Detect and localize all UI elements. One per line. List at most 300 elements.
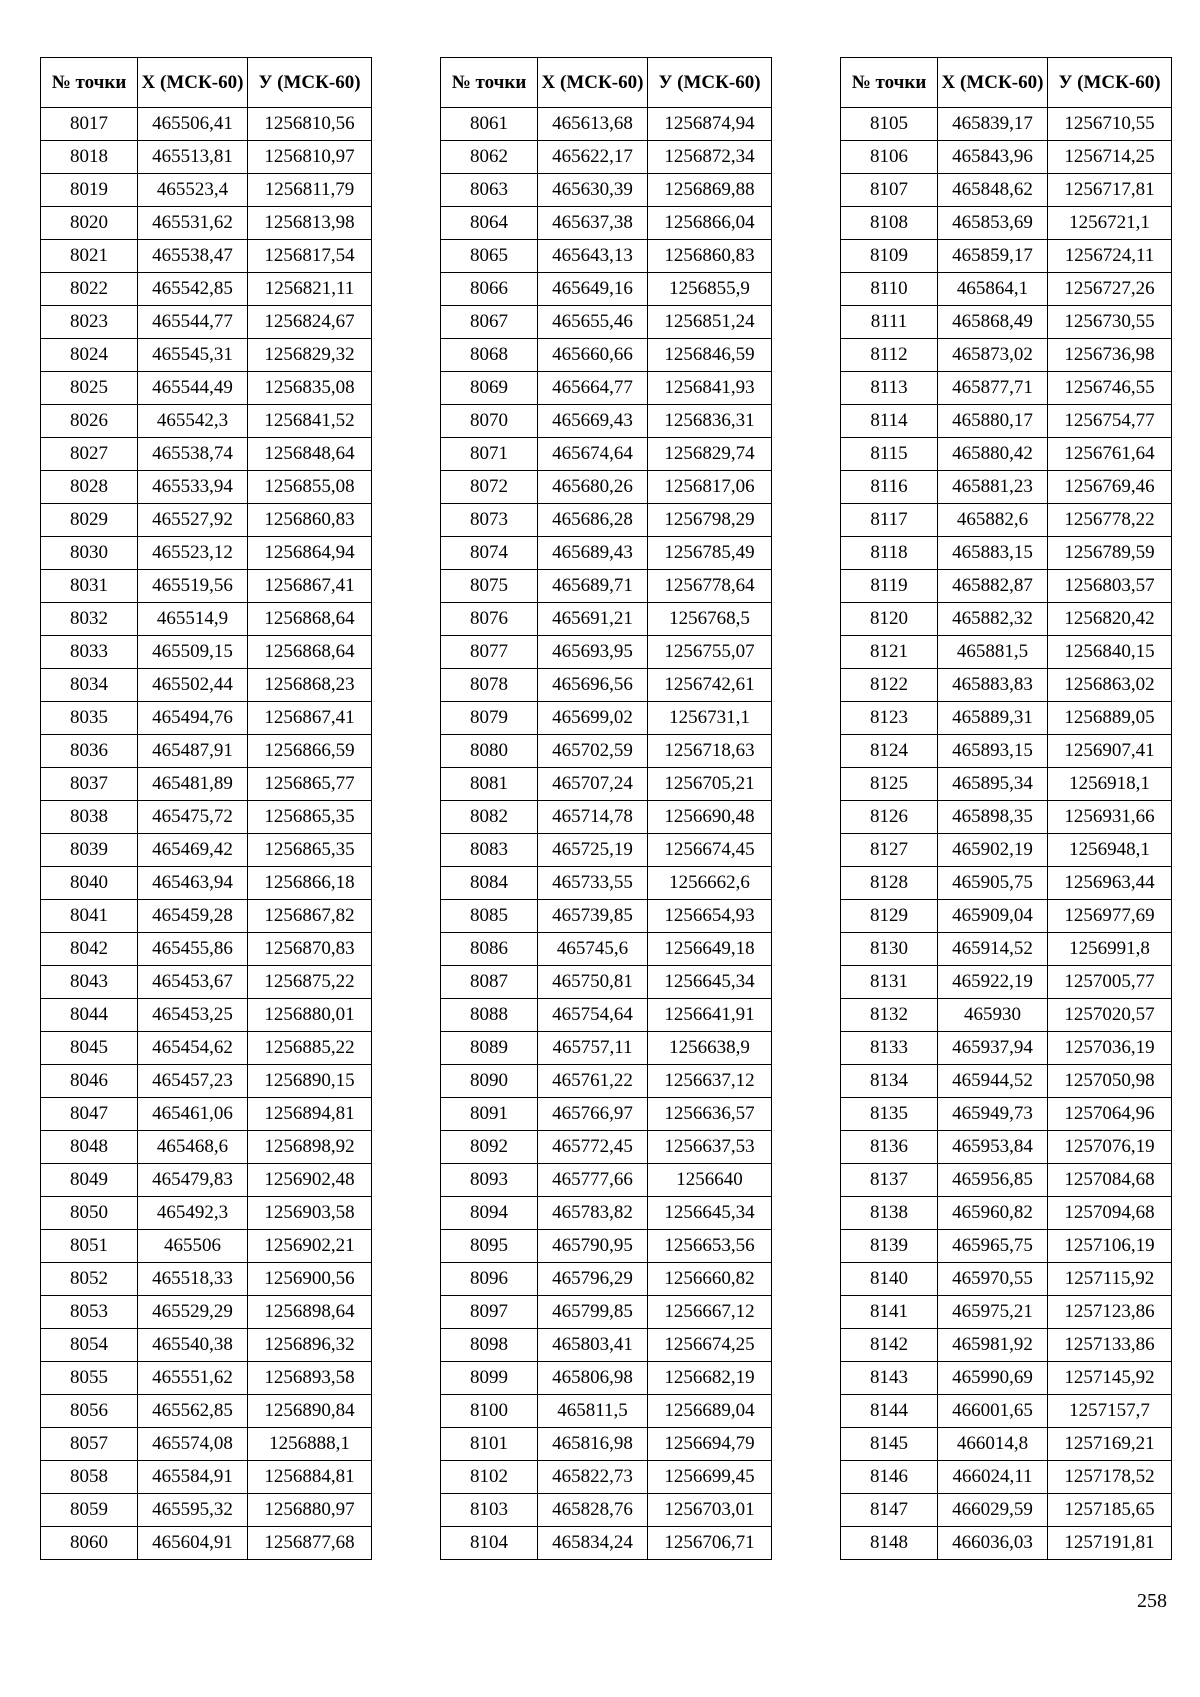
x-coordinate-cell: 465604,91 bbox=[138, 1527, 248, 1560]
point-number-cell: 8021 bbox=[41, 240, 138, 273]
y-coordinate-cell: 1256931,66 bbox=[1048, 801, 1172, 834]
y-coordinate-cell: 1256841,52 bbox=[248, 405, 372, 438]
point-number-cell: 8049 bbox=[41, 1164, 138, 1197]
point-number-cell: 8039 bbox=[41, 834, 138, 867]
x-coordinate-cell: 465834,24 bbox=[538, 1527, 648, 1560]
y-coordinate-cell: 1256813,98 bbox=[248, 207, 372, 240]
x-coordinate-cell: 465981,92 bbox=[938, 1329, 1048, 1362]
point-number-cell: 8102 bbox=[441, 1461, 538, 1494]
x-coordinate-cell: 465542,85 bbox=[138, 273, 248, 306]
y-coordinate-cell: 1256768,5 bbox=[648, 603, 772, 636]
table-row bbox=[41, 372, 372, 405]
x-coordinate-cell: 465953,84 bbox=[938, 1131, 1048, 1164]
x-coordinate-cell: 465693,95 bbox=[538, 636, 648, 669]
table-row bbox=[441, 1527, 772, 1560]
x-coordinate-cell: 466014,8 bbox=[938, 1428, 1048, 1461]
table-row bbox=[41, 1032, 372, 1065]
table-row bbox=[441, 1230, 772, 1263]
y-coordinate-cell: 1256863,02 bbox=[1048, 669, 1172, 702]
point-number-cell: 8106 bbox=[841, 141, 938, 174]
point-number-cell: 8045 bbox=[41, 1032, 138, 1065]
y-coordinate-cell: 1256710,55 bbox=[1048, 108, 1172, 141]
point-number-cell: 8043 bbox=[41, 966, 138, 999]
x-coordinate-cell: 465542,3 bbox=[138, 405, 248, 438]
table-row bbox=[41, 636, 372, 669]
table-row bbox=[441, 702, 772, 735]
table-row bbox=[441, 834, 772, 867]
x-coordinate-cell: 465455,86 bbox=[138, 933, 248, 966]
y-coordinate-cell: 1256638,9 bbox=[648, 1032, 772, 1065]
x-coordinate-cell: 465523,4 bbox=[138, 174, 248, 207]
y-coordinate-cell: 1256841,93 bbox=[648, 372, 772, 405]
table-row bbox=[41, 1362, 372, 1395]
y-coordinate-cell: 1256811,79 bbox=[248, 174, 372, 207]
table-row bbox=[441, 240, 772, 273]
table-row bbox=[41, 1395, 372, 1428]
x-coordinate-cell: 465686,28 bbox=[538, 504, 648, 537]
y-coordinate-cell: 1256742,61 bbox=[648, 669, 772, 702]
table-row bbox=[841, 1065, 1172, 1098]
x-coordinate-cell: 465725,19 bbox=[538, 834, 648, 867]
table-row bbox=[41, 1197, 372, 1230]
x-coordinate-cell: 465881,23 bbox=[938, 471, 1048, 504]
x-coordinate-cell: 465527,92 bbox=[138, 504, 248, 537]
table-row bbox=[841, 867, 1172, 900]
point-number-cell: 8128 bbox=[841, 867, 938, 900]
x-coordinate-cell: 465689,43 bbox=[538, 537, 648, 570]
x-coordinate-cell: 465811,5 bbox=[538, 1395, 648, 1428]
point-number-cell: 8072 bbox=[441, 471, 538, 504]
table-row bbox=[841, 735, 1172, 768]
table-row bbox=[41, 1098, 372, 1131]
table-row bbox=[841, 702, 1172, 735]
point-number-cell: 8032 bbox=[41, 603, 138, 636]
x-coordinate-cell: 465649,16 bbox=[538, 273, 648, 306]
x-coordinate-cell: 465893,15 bbox=[938, 735, 1048, 768]
point-number-cell: 8113 bbox=[841, 372, 938, 405]
y-coordinate-cell: 1256890,84 bbox=[248, 1395, 372, 1428]
table-row bbox=[41, 504, 372, 537]
table-row bbox=[841, 240, 1172, 273]
point-number-cell: 8109 bbox=[841, 240, 938, 273]
y-coordinate-cell: 1257084,68 bbox=[1048, 1164, 1172, 1197]
y-coordinate-cell: 1256866,59 bbox=[248, 735, 372, 768]
x-coordinate-cell: 465750,81 bbox=[538, 966, 648, 999]
x-coordinate-cell: 465902,19 bbox=[938, 834, 1048, 867]
y-coordinate-cell: 1256637,53 bbox=[648, 1131, 772, 1164]
table-row bbox=[841, 1197, 1172, 1230]
point-number-cell: 8110 bbox=[841, 273, 938, 306]
y-coordinate-cell: 1256903,58 bbox=[248, 1197, 372, 1230]
y-coordinate-cell: 1256855,08 bbox=[248, 471, 372, 504]
x-coordinate-header: Х (МСК-60) bbox=[938, 58, 1048, 108]
y-coordinate-cell: 1256660,82 bbox=[648, 1263, 772, 1296]
y-coordinate-cell: 1256769,46 bbox=[1048, 471, 1172, 504]
x-coordinate-cell: 465796,29 bbox=[538, 1263, 648, 1296]
point-number-cell: 8061 bbox=[441, 108, 538, 141]
table-row bbox=[841, 1131, 1172, 1164]
point-number-cell: 8125 bbox=[841, 768, 938, 801]
point-number-cell: 8030 bbox=[41, 537, 138, 570]
point-number-cell: 8076 bbox=[441, 603, 538, 636]
point-number-cell: 8036 bbox=[41, 735, 138, 768]
y-coordinate-cell: 1256785,49 bbox=[648, 537, 772, 570]
x-coordinate-cell: 465889,31 bbox=[938, 702, 1048, 735]
y-coordinate-cell: 1256662,6 bbox=[648, 867, 772, 900]
table-row bbox=[841, 174, 1172, 207]
y-coordinate-cell: 1256641,91 bbox=[648, 999, 772, 1032]
table-row bbox=[41, 240, 372, 273]
point-number-cell: 8047 bbox=[41, 1098, 138, 1131]
point-number-cell: 8059 bbox=[41, 1494, 138, 1527]
table-row bbox=[41, 273, 372, 306]
y-coordinate-cell: 1257050,98 bbox=[1048, 1065, 1172, 1098]
x-coordinate-cell: 465696,56 bbox=[538, 669, 648, 702]
table-row bbox=[41, 537, 372, 570]
y-coordinate-cell: 1256868,64 bbox=[248, 636, 372, 669]
y-coordinate-cell: 1256948,1 bbox=[1048, 834, 1172, 867]
x-coordinate-cell: 465783,82 bbox=[538, 1197, 648, 1230]
y-coordinate-cell: 1256654,93 bbox=[648, 900, 772, 933]
table-row bbox=[841, 603, 1172, 636]
table-row bbox=[841, 1461, 1172, 1494]
y-coordinate-cell: 1256829,32 bbox=[248, 339, 372, 372]
x-coordinate-cell: 465529,29 bbox=[138, 1296, 248, 1329]
x-coordinate-cell: 465630,39 bbox=[538, 174, 648, 207]
point-number-cell: 8056 bbox=[41, 1395, 138, 1428]
y-coordinate-header: У (МСК-60) bbox=[248, 58, 372, 108]
table-row bbox=[41, 471, 372, 504]
x-coordinate-cell: 465475,72 bbox=[138, 801, 248, 834]
x-coordinate-cell: 465949,73 bbox=[938, 1098, 1048, 1131]
point-number-cell: 8095 bbox=[441, 1230, 538, 1263]
table-row bbox=[441, 174, 772, 207]
y-coordinate-cell: 1256840,15 bbox=[1048, 636, 1172, 669]
table-row bbox=[41, 900, 372, 933]
table-row bbox=[41, 1131, 372, 1164]
point-number-cell: 8089 bbox=[441, 1032, 538, 1065]
point-number-cell: 8025 bbox=[41, 372, 138, 405]
table-row bbox=[441, 1263, 772, 1296]
point-number-cell: 8079 bbox=[441, 702, 538, 735]
y-coordinate-cell: 1256868,23 bbox=[248, 669, 372, 702]
x-coordinate-cell: 465643,13 bbox=[538, 240, 648, 273]
point-number-cell: 8042 bbox=[41, 933, 138, 966]
x-coordinate-cell: 465453,67 bbox=[138, 966, 248, 999]
x-coordinate-cell: 465799,85 bbox=[538, 1296, 648, 1329]
point-number-cell: 8108 bbox=[841, 207, 938, 240]
x-coordinate-cell: 465905,75 bbox=[938, 867, 1048, 900]
x-coordinate-cell: 465494,76 bbox=[138, 702, 248, 735]
x-coordinate-cell: 465519,56 bbox=[138, 570, 248, 603]
point-number-cell: 8085 bbox=[441, 900, 538, 933]
y-coordinate-cell: 1256860,83 bbox=[648, 240, 772, 273]
point-number-cell: 8054 bbox=[41, 1329, 138, 1362]
table-row bbox=[41, 1263, 372, 1296]
y-coordinate-cell: 1256667,12 bbox=[648, 1296, 772, 1329]
point-number-cell: 8104 bbox=[441, 1527, 538, 1560]
x-coordinate-cell: 465660,66 bbox=[538, 339, 648, 372]
x-coordinate-cell: 465790,95 bbox=[538, 1230, 648, 1263]
point-number-cell: 8069 bbox=[441, 372, 538, 405]
point-number-cell: 8118 bbox=[841, 537, 938, 570]
point-number-cell: 8105 bbox=[841, 108, 938, 141]
table-row bbox=[841, 372, 1172, 405]
point-number-cell: 8088 bbox=[441, 999, 538, 1032]
point-number-cell: 8093 bbox=[441, 1164, 538, 1197]
point-number-cell: 8144 bbox=[841, 1395, 938, 1428]
y-coordinate-cell: 1256810,97 bbox=[248, 141, 372, 174]
x-coordinate-cell: 465757,11 bbox=[538, 1032, 648, 1065]
y-coordinate-cell: 1256907,41 bbox=[1048, 735, 1172, 768]
point-number-cell: 8062 bbox=[441, 141, 538, 174]
table-row bbox=[41, 108, 372, 141]
table-row bbox=[841, 966, 1172, 999]
y-coordinate-cell: 1256755,07 bbox=[648, 636, 772, 669]
x-coordinate-cell: 465960,82 bbox=[938, 1197, 1048, 1230]
x-coordinate-cell: 465699,02 bbox=[538, 702, 648, 735]
y-coordinate-cell: 1256848,64 bbox=[248, 438, 372, 471]
y-coordinate-cell: 1256640 bbox=[648, 1164, 772, 1197]
point-number-cell: 8066 bbox=[441, 273, 538, 306]
table-row bbox=[441, 1032, 772, 1065]
table-row bbox=[841, 801, 1172, 834]
point-number-cell: 8034 bbox=[41, 669, 138, 702]
table-row bbox=[841, 1230, 1172, 1263]
x-coordinate-cell: 465822,73 bbox=[538, 1461, 648, 1494]
y-coordinate-cell: 1256869,88 bbox=[648, 174, 772, 207]
y-coordinate-cell: 1256885,22 bbox=[248, 1032, 372, 1065]
point-number-cell: 8137 bbox=[841, 1164, 938, 1197]
y-coordinate-cell: 1256868,64 bbox=[248, 603, 372, 636]
x-coordinate-cell: 465538,74 bbox=[138, 438, 248, 471]
x-coordinate-cell: 465944,52 bbox=[938, 1065, 1048, 1098]
point-number-cell: 8020 bbox=[41, 207, 138, 240]
point-number-cell: 8114 bbox=[841, 405, 938, 438]
x-coordinate-cell: 465873,02 bbox=[938, 339, 1048, 372]
table-row bbox=[441, 537, 772, 570]
y-coordinate-cell: 1256866,04 bbox=[648, 207, 772, 240]
x-coordinate-cell: 465689,71 bbox=[538, 570, 648, 603]
point-number-cell: 8082 bbox=[441, 801, 538, 834]
point-number-cell: 8141 bbox=[841, 1296, 938, 1329]
table-row bbox=[441, 1065, 772, 1098]
y-coordinate-cell: 1256730,55 bbox=[1048, 306, 1172, 339]
point-number-cell: 8131 bbox=[841, 966, 938, 999]
point-number-cell: 8148 bbox=[841, 1527, 938, 1560]
point-number-cell: 8100 bbox=[441, 1395, 538, 1428]
y-coordinate-cell: 1257094,68 bbox=[1048, 1197, 1172, 1230]
x-coordinate-header: Х (МСК-60) bbox=[538, 58, 648, 108]
y-coordinate-cell: 1256836,31 bbox=[648, 405, 772, 438]
y-coordinate-cell: 1256645,34 bbox=[648, 966, 772, 999]
table-row bbox=[41, 768, 372, 801]
x-coordinate-cell: 465766,97 bbox=[538, 1098, 648, 1131]
table-row bbox=[841, 1032, 1172, 1065]
y-coordinate-cell: 1256653,56 bbox=[648, 1230, 772, 1263]
point-number-cell: 8116 bbox=[841, 471, 938, 504]
x-coordinate-cell: 465637,38 bbox=[538, 207, 648, 240]
x-coordinate-cell: 465868,49 bbox=[938, 306, 1048, 339]
y-coordinate-cell: 1256900,56 bbox=[248, 1263, 372, 1296]
x-coordinate-cell: 465970,55 bbox=[938, 1263, 1048, 1296]
point-number-cell: 8094 bbox=[441, 1197, 538, 1230]
point-number-cell: 8040 bbox=[41, 867, 138, 900]
y-coordinate-cell: 1256870,83 bbox=[248, 933, 372, 966]
table-row bbox=[41, 966, 372, 999]
table-row bbox=[41, 801, 372, 834]
x-coordinate-cell: 465514,9 bbox=[138, 603, 248, 636]
point-number-cell: 8078 bbox=[441, 669, 538, 702]
y-coordinate-cell: 1257076,19 bbox=[1048, 1131, 1172, 1164]
y-coordinate-cell: 1256824,67 bbox=[248, 306, 372, 339]
table-row bbox=[841, 339, 1172, 372]
table-row bbox=[841, 834, 1172, 867]
x-coordinate-cell: 465806,98 bbox=[538, 1362, 648, 1395]
y-coordinate-cell: 1256817,54 bbox=[248, 240, 372, 273]
point-number-cell: 8092 bbox=[441, 1131, 538, 1164]
x-coordinate-cell: 465839,17 bbox=[938, 108, 1048, 141]
table-body bbox=[841, 108, 1172, 1560]
point-number-cell: 8037 bbox=[41, 768, 138, 801]
point-number-cell: 8099 bbox=[441, 1362, 538, 1395]
x-coordinate-cell: 465843,96 bbox=[938, 141, 1048, 174]
table-row bbox=[41, 570, 372, 603]
x-coordinate-cell: 465956,85 bbox=[938, 1164, 1048, 1197]
x-coordinate-cell: 465691,21 bbox=[538, 603, 648, 636]
table-row bbox=[441, 372, 772, 405]
x-coordinate-cell: 466029,59 bbox=[938, 1494, 1048, 1527]
point-number-cell: 8026 bbox=[41, 405, 138, 438]
table-row bbox=[41, 1230, 372, 1263]
point-number-cell: 8103 bbox=[441, 1494, 538, 1527]
table-row bbox=[41, 603, 372, 636]
point-number-cell: 8048 bbox=[41, 1131, 138, 1164]
table-row bbox=[41, 405, 372, 438]
table-row bbox=[441, 1329, 772, 1362]
table-row bbox=[841, 999, 1172, 1032]
x-coordinate-cell: 465544,49 bbox=[138, 372, 248, 405]
point-number-cell: 8064 bbox=[441, 207, 538, 240]
y-coordinate-cell: 1256890,15 bbox=[248, 1065, 372, 1098]
y-coordinate-cell: 1256798,29 bbox=[648, 504, 772, 537]
y-coordinate-cell: 1256821,11 bbox=[248, 273, 372, 306]
point-number-cell: 8096 bbox=[441, 1263, 538, 1296]
x-coordinate-cell: 465469,42 bbox=[138, 834, 248, 867]
point-number-cell: 8139 bbox=[841, 1230, 938, 1263]
y-coordinate-cell: 1257185,65 bbox=[1048, 1494, 1172, 1527]
point-number-cell: 8111 bbox=[841, 306, 938, 339]
x-coordinate-cell: 465883,83 bbox=[938, 669, 1048, 702]
point-number-cell: 8057 bbox=[41, 1428, 138, 1461]
x-coordinate-cell: 465506,41 bbox=[138, 108, 248, 141]
y-coordinate-cell: 1256902,48 bbox=[248, 1164, 372, 1197]
x-coordinate-cell: 465680,26 bbox=[538, 471, 648, 504]
table-row bbox=[41, 141, 372, 174]
table-row bbox=[441, 1197, 772, 1230]
y-coordinate-cell: 1257123,86 bbox=[1048, 1296, 1172, 1329]
y-coordinate-cell: 1256866,18 bbox=[248, 867, 372, 900]
x-coordinate-cell: 465848,62 bbox=[938, 174, 1048, 207]
x-coordinate-cell: 465664,77 bbox=[538, 372, 648, 405]
table-row bbox=[841, 108, 1172, 141]
point-number-cell: 8136 bbox=[841, 1131, 938, 1164]
y-coordinate-cell: 1256649,18 bbox=[648, 933, 772, 966]
point-number-cell: 8038 bbox=[41, 801, 138, 834]
point-number-cell: 8127 bbox=[841, 834, 938, 867]
table-row bbox=[441, 570, 772, 603]
point-number-cell: 8098 bbox=[441, 1329, 538, 1362]
table-row bbox=[841, 900, 1172, 933]
x-coordinate-cell: 465669,43 bbox=[538, 405, 648, 438]
table-row bbox=[41, 867, 372, 900]
y-coordinate-cell: 1256717,81 bbox=[1048, 174, 1172, 207]
point-number-cell: 8019 bbox=[41, 174, 138, 207]
table-row bbox=[441, 933, 772, 966]
point-number-cell: 8084 bbox=[441, 867, 538, 900]
x-coordinate-cell: 465895,34 bbox=[938, 768, 1048, 801]
x-coordinate-cell: 465453,25 bbox=[138, 999, 248, 1032]
table-body bbox=[41, 108, 372, 1560]
point-number-cell: 8138 bbox=[841, 1197, 938, 1230]
x-coordinate-cell: 465613,68 bbox=[538, 108, 648, 141]
table-row bbox=[841, 207, 1172, 240]
point-number-cell: 8122 bbox=[841, 669, 938, 702]
y-coordinate-cell: 1256874,94 bbox=[648, 108, 772, 141]
table-row bbox=[441, 504, 772, 537]
table-row bbox=[841, 1395, 1172, 1428]
point-number-cell: 8031 bbox=[41, 570, 138, 603]
table-row bbox=[841, 1263, 1172, 1296]
table-row bbox=[841, 570, 1172, 603]
x-coordinate-cell: 465509,15 bbox=[138, 636, 248, 669]
point-number-cell: 8107 bbox=[841, 174, 938, 207]
point-number-cell: 8080 bbox=[441, 735, 538, 768]
y-coordinate-cell: 1256694,79 bbox=[648, 1428, 772, 1461]
y-coordinate-cell: 1256778,22 bbox=[1048, 504, 1172, 537]
y-coordinate-cell: 1256724,11 bbox=[1048, 240, 1172, 273]
point-number-cell: 8112 bbox=[841, 339, 938, 372]
point-number-cell: 8135 bbox=[841, 1098, 938, 1131]
x-coordinate-cell: 465975,21 bbox=[938, 1296, 1048, 1329]
y-coordinate-cell: 1256829,74 bbox=[648, 438, 772, 471]
table-row bbox=[441, 1428, 772, 1461]
point-number-cell: 8068 bbox=[441, 339, 538, 372]
y-coordinate-cell: 1256746,55 bbox=[1048, 372, 1172, 405]
point-number-cell: 8146 bbox=[841, 1461, 938, 1494]
x-coordinate-cell: 465754,64 bbox=[538, 999, 648, 1032]
table-row bbox=[841, 1527, 1172, 1560]
y-coordinate-cell: 1257036,19 bbox=[1048, 1032, 1172, 1065]
point-number-cell: 8081 bbox=[441, 768, 538, 801]
x-coordinate-cell: 465544,77 bbox=[138, 306, 248, 339]
x-coordinate-cell: 465965,75 bbox=[938, 1230, 1048, 1263]
y-coordinate-cell: 1256875,22 bbox=[248, 966, 372, 999]
table-row bbox=[441, 1395, 772, 1428]
y-coordinate-cell: 1256736,98 bbox=[1048, 339, 1172, 372]
table-row bbox=[441, 1461, 772, 1494]
point-number-cell: 8130 bbox=[841, 933, 938, 966]
point-number-cell: 8074 bbox=[441, 537, 538, 570]
x-coordinate-cell: 465745,6 bbox=[538, 933, 648, 966]
y-coordinate-cell: 1256977,69 bbox=[1048, 900, 1172, 933]
y-coordinate-cell: 1256731,1 bbox=[648, 702, 772, 735]
point-number-cell: 8065 bbox=[441, 240, 538, 273]
table-row bbox=[41, 174, 372, 207]
point-number-cell: 8071 bbox=[441, 438, 538, 471]
point-number-cell: 8129 bbox=[841, 900, 938, 933]
x-coordinate-cell: 465922,19 bbox=[938, 966, 1048, 999]
